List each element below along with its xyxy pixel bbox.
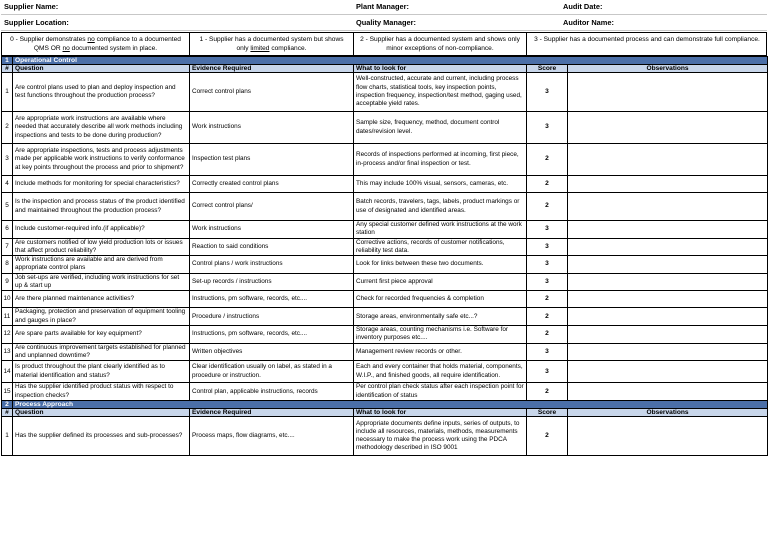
observations-cell[interactable] [568, 144, 768, 176]
lookfor-cell: Management review records or other. [354, 343, 527, 361]
score-cell[interactable]: 3 [527, 221, 568, 239]
question-cell: Are there planned maintenance activities? [13, 291, 190, 308]
observations-cell[interactable] [568, 361, 768, 383]
question-cell: Is the inspection and process status of the product identified and maintained throughout the production process? [13, 193, 190, 221]
table-row [2, 73, 768, 112]
observations-cell[interactable] [568, 291, 768, 308]
evidence-cell: Clear identification usually on label, as stated in a procedure or instruction. [190, 361, 354, 383]
row-number: 4 [2, 176, 13, 193]
lookfor-cell: Storage areas, counting mechanisms i.e. Software for inventory purposes etc.... [354, 325, 527, 343]
observations-cell[interactable] [568, 193, 768, 221]
row-number: 11 [2, 308, 13, 326]
observations-cell[interactable] [568, 273, 768, 291]
row-number: 6 [2, 221, 13, 239]
observations-cell[interactable] [568, 308, 768, 326]
observations-cell[interactable] [568, 238, 768, 256]
question-cell: Are continuous improvement targets established for planned and unplanned downtime? [13, 343, 190, 361]
legend-score-3: 3 - Supplier has a documented process and can demonstrate full compliance. [526, 33, 767, 55]
observations-cell[interactable] [568, 256, 768, 274]
column-header-row [2, 409, 768, 417]
evidence-cell: Work instructions [190, 112, 354, 144]
observations-cell[interactable] [568, 343, 768, 361]
question-cell: Include customer-required info.(if applicable)? [13, 221, 190, 239]
question-cell: Has the supplier defined its processes and sub-processes? [13, 417, 190, 456]
legend-score-2: 2 - Supplier has a documented system and shows only minor exceptions of non-compliance. [353, 33, 526, 55]
table-row [2, 112, 768, 144]
evidence-cell: Control plans / work instructions [190, 256, 354, 274]
column-header-row [2, 65, 768, 73]
col-header-lookfor: What to look for [354, 409, 527, 417]
col-header-hash: # [2, 409, 13, 417]
lookfor-cell: Per control plan check status after each inspection point for identification of status [354, 383, 527, 401]
table-row [2, 144, 768, 176]
row-number: 1 [2, 417, 13, 456]
lookfor-cell: Check for recorded frequencies & completion [354, 291, 527, 308]
legend-score-1: 1 - Supplier has a documented system but shows only limited compliance. [189, 33, 353, 55]
observations-cell[interactable] [568, 176, 768, 193]
table-row [2, 343, 768, 361]
row-number: 5 [2, 193, 13, 221]
table-row [2, 361, 768, 383]
table-row [2, 238, 768, 256]
evidence-cell: Procedure / instructions [190, 308, 354, 326]
row-number: 13 [2, 343, 13, 361]
question-cell: Has the supplier identified product status with respect to inspection checks? [13, 383, 190, 401]
section-title: Operational Control [13, 57, 768, 65]
score-cell[interactable]: 2 [527, 176, 568, 193]
audit-date-label: Audit Date: [563, 0, 767, 15]
section-header-row [2, 57, 768, 65]
lookfor-cell: Any special customer defined work instructions at the work station [354, 221, 527, 239]
col-header-score: Score [527, 65, 568, 73]
col-header-question: Question [13, 65, 190, 73]
observations-cell[interactable] [568, 417, 768, 456]
row-number: 8 [2, 256, 13, 274]
score-cell[interactable]: 3 [527, 73, 568, 112]
table-row [2, 383, 768, 401]
evidence-cell: Reaction to said conditions [190, 238, 354, 256]
table-row [2, 308, 768, 326]
table-row [2, 193, 768, 221]
col-header-lookfor: What to look for [354, 65, 527, 73]
supplier-name-label: Supplier Name: [1, 0, 353, 15]
lookfor-cell: Appropriate documents define inputs, series of outputs, to include all resources, materials, methods, measurements necessary to make the process work using the PDCA methodology described in ISO 9001 [354, 417, 527, 456]
row-number: 3 [2, 144, 13, 176]
question-cell: Is product throughout the plant clearly identified as to material identification and status? [13, 361, 190, 383]
score-cell[interactable]: 3 [527, 112, 568, 144]
row-number: 10 [2, 291, 13, 308]
lookfor-cell: Records of inspections performed at incoming, first piece, in-process and/or final inspection or test. [354, 144, 527, 176]
question-cell: Packaging, protection and preservation of equipment tooling and gauges in place? [13, 308, 190, 326]
row-number: 2 [2, 112, 13, 144]
lookfor-cell: Each and every container that holds material, components, W.I.P., and finished goods, all require identification. [354, 361, 527, 383]
evidence-cell: Work instructions [190, 221, 354, 239]
evidence-cell: Instructions, pm software, records, etc.... [190, 325, 354, 343]
table-row [2, 273, 768, 291]
row-number: 7 [2, 238, 13, 256]
lookfor-cell: Look for links between these two documents. [354, 256, 527, 274]
evidence-cell: Correctly created control plans [190, 176, 354, 193]
col-header-hash: # [2, 65, 13, 73]
score-cell[interactable]: 3 [527, 256, 568, 274]
lookfor-cell: Sample size, frequency, method, document control dates/revision level. [354, 112, 527, 144]
lookfor-cell: Well-constructed, accurate and current, including process flow charts, statistical tools, key inspection points, inspection frequency, inspection/test method, gaging used, acceptable yield rates. [354, 73, 527, 112]
question-cell: Include methods for monitoring for special characteristics? [13, 176, 190, 193]
table-row [2, 221, 768, 239]
evidence-cell: Control plan, applicable instructions, records [190, 383, 354, 401]
evidence-cell: Inspection test plans [190, 144, 354, 176]
question-cell: Are appropriate inspections, tests and process adjustments made per applicable work instructions to verify conformance at key points throughout the process and prior to shipment? [13, 144, 190, 176]
section-header-row [2, 401, 768, 409]
observations-cell[interactable] [568, 221, 768, 239]
lookfor-cell: Current first piece approval [354, 273, 527, 291]
lookfor-cell: Batch records, travelers, tags, labels, product markings or use of designated and identified areas. [354, 193, 527, 221]
col-header-question: Question [13, 409, 190, 417]
score-cell[interactable]: 2 [527, 144, 568, 176]
observations-cell[interactable] [568, 73, 768, 112]
table-row [2, 417, 768, 456]
observations-cell[interactable] [568, 112, 768, 144]
table-row [2, 256, 768, 274]
col-header-observations: Observations [568, 65, 768, 73]
col-header-evidence: Evidence Required [190, 65, 354, 73]
quality-manager-label: Quality Manager: [353, 16, 563, 31]
audit-table [1, 56, 768, 456]
audit-header-info [1, 0, 767, 32]
evidence-cell: Correct control plans/ [190, 193, 354, 221]
observations-cell[interactable] [568, 383, 768, 401]
score-cell[interactable]: 2 [527, 325, 568, 343]
section-number: 2 [2, 401, 13, 409]
question-cell: Are control plans used to plan and deploy inspection and test functions throughout the production process? [13, 73, 190, 112]
evidence-cell: Set-up records / instructions [190, 273, 354, 291]
auditor-name-label: Auditor Name: [563, 16, 767, 31]
lookfor-cell: Corrective actions, records of customer notifications, reliability test data. [354, 238, 527, 256]
supplier-location-label: Supplier Location: [1, 16, 353, 31]
col-header-score: Score [527, 409, 568, 417]
question-cell: Are customers notified of low yield production lots or issues that affect product reliability? [13, 238, 190, 256]
score-cell[interactable]: 2 [527, 291, 568, 308]
col-header-observations: Observations [568, 409, 768, 417]
lookfor-cell: This may include 100% visual, sensors, cameras, etc. [354, 176, 527, 193]
question-cell: Are appropriate work instructions are available where needed that accurately describe all work methods including inspections and tests to be done during production? [13, 112, 190, 144]
score-cell[interactable]: 2 [527, 417, 568, 456]
row-number: 1 [2, 73, 13, 112]
observations-cell[interactable] [568, 325, 768, 343]
legend-score-0: 0 - Supplier demonstrates no compliance to a documented QMS OR no documented system in place. [1, 33, 189, 55]
section-title: Process Approach [13, 401, 768, 409]
table-row [2, 291, 768, 308]
question-cell: Work instructions are available and are derived from appropriate control plans [13, 256, 190, 274]
score-cell[interactable]: 3 [527, 361, 568, 383]
row-number: 15 [2, 383, 13, 401]
evidence-cell: Written objectives [190, 343, 354, 361]
score-cell[interactable]: 3 [527, 273, 568, 291]
row-number: 9 [2, 273, 13, 291]
col-header-evidence: Evidence Required [190, 409, 354, 417]
score-cell[interactable]: 2 [527, 193, 568, 221]
row-number: 12 [2, 325, 13, 343]
score-cell[interactable]: 2 [527, 308, 568, 326]
question-cell: Are spare parts available for key equipment? [13, 325, 190, 343]
plant-manager-label: Plant Manager: [353, 0, 563, 15]
table-row [2, 176, 768, 193]
question-cell: Job set-ups are verified, including work instructions for set up & start up [13, 273, 190, 291]
evidence-cell: Process maps, flow diagrams, etc.... [190, 417, 354, 456]
score-cell[interactable]: 3 [527, 238, 568, 256]
score-cell[interactable]: 2 [527, 383, 568, 401]
evidence-cell: Instructions, pm software, records, etc.... [190, 291, 354, 308]
audit-sheet [1, 0, 767, 456]
score-cell[interactable]: 3 [527, 343, 568, 361]
section-number: 1 [2, 57, 13, 65]
scoring-legend [1, 32, 767, 56]
row-number: 14 [2, 361, 13, 383]
lookfor-cell: Storage areas, environmentally safe etc...? [354, 308, 527, 326]
evidence-cell: Correct control plans [190, 73, 354, 112]
table-row [2, 325, 768, 343]
